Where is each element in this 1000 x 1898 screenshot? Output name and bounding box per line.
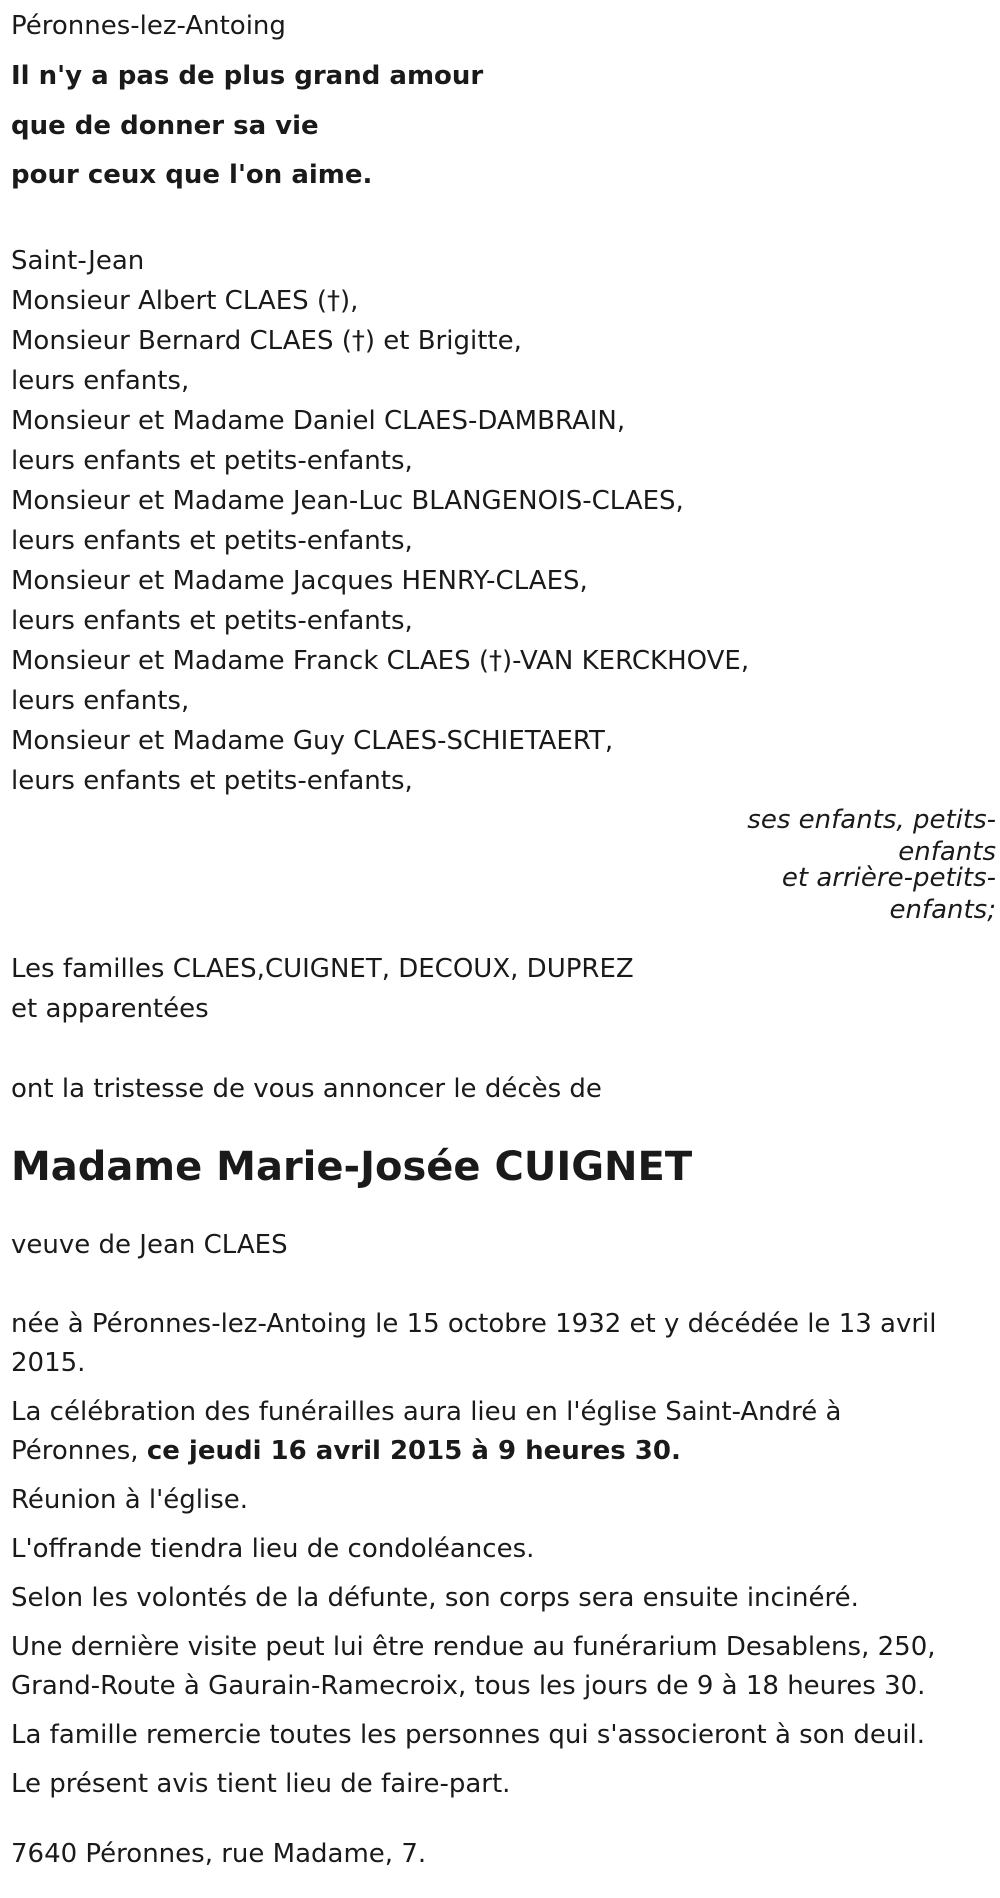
family-line: Monsieur et Madame Guy CLAES-SCHIETAERT, xyxy=(11,725,614,756)
widow-of-text: veuve de Jean CLAES xyxy=(11,1229,288,1260)
families-block xyxy=(11,949,991,1029)
families-line: et apparentées xyxy=(11,993,209,1024)
thanks-paragraph: La famille remercie toutes les personnes qui s'associeront à son deuil. xyxy=(11,1719,926,1750)
cremation-paragraph: Selon les volontés de la défunte, son corps sera ensuite incinéré. xyxy=(11,1582,859,1613)
funeral-paragraph xyxy=(11,1393,971,1471)
descendants-block xyxy=(11,801,996,929)
address-text: 7640 Péronnes, rue Madame, 7. xyxy=(11,1838,427,1869)
family-line: Monsieur et Madame Franck CLAES (†)-VAN KERCKHOVE, xyxy=(11,645,750,676)
descendants-line: et arrière-petits- xyxy=(781,862,996,893)
quote-line: pour ceux que l'on aime. xyxy=(11,160,373,190)
family-line: leurs enfants et petits-enfants, xyxy=(11,605,413,636)
obituary-notice xyxy=(11,0,996,1874)
family-line: leurs enfants, xyxy=(11,365,190,396)
funeral-date: ce jeudi 16 avril 2015 à 9 heures 30. xyxy=(146,1435,681,1466)
visit-paragraph: Une dernière visite peut lui être rendue au funérarium Desablens, 250, Grand-Route à Gaurain-Ramecroix, tous les jours de 9 à 18 heures 30. xyxy=(11,1631,936,1701)
family-line: Monsieur et Madame Jean-Luc BLANGENOIS-CLAES, xyxy=(11,485,684,516)
family-list xyxy=(11,281,991,801)
deceased-name: Madame Marie-Josée CUIGNET xyxy=(11,1143,693,1190)
descendants-line: enfants; xyxy=(889,894,996,925)
quote-block xyxy=(11,52,991,201)
family-line: leurs enfants et petits-enfants, xyxy=(11,525,413,556)
family-line: leurs enfants et petits-enfants, xyxy=(11,765,413,796)
meeting-paragraph: Réunion à l'église. xyxy=(11,1484,249,1515)
notice-paragraph: Le présent avis tient lieu de faire-part. xyxy=(11,1768,511,1799)
family-line: leurs enfants, xyxy=(11,685,190,716)
birth-death-paragraph: née à Péronnes-lez-Antoing le 15 octobre 1932 et y décédée le 13 avril 2015. xyxy=(11,1308,937,1378)
family-line: Monsieur et Madame Jacques HENRY-CLAES, xyxy=(11,565,588,596)
parish-name: Saint-Jean xyxy=(11,245,145,276)
descendants-line: enfants xyxy=(898,836,996,867)
offering-paragraph: L'offrande tiendra lieu de condoléances. xyxy=(11,1533,535,1564)
quote-line: Il n'y a pas de plus grand amour xyxy=(11,61,484,91)
family-line: leurs enfants et petits-enfants, xyxy=(11,445,413,476)
family-line: Monsieur Albert CLAES (†), xyxy=(11,285,359,316)
descendants-line: ses enfants, petits- xyxy=(747,804,996,835)
announcement-text: ont la tristesse de vous annoncer le décès de xyxy=(11,1073,602,1104)
family-line: Monsieur et Madame Daniel CLAES-DAMBRAIN, xyxy=(11,405,626,436)
family-line: Monsieur Bernard CLAES (†) et Brigitte, xyxy=(11,325,522,356)
funeral-text: La célébration des funérailles aura lieu en l'église Saint-André à Péronnes, xyxy=(11,1396,842,1466)
quote-line: que de donner sa vie xyxy=(11,110,319,141)
place-name: Péronnes-lez-Antoing xyxy=(11,11,286,41)
families-line: Les familles CLAES,CUIGNET, DECOUX, DUPREZ xyxy=(11,953,634,984)
